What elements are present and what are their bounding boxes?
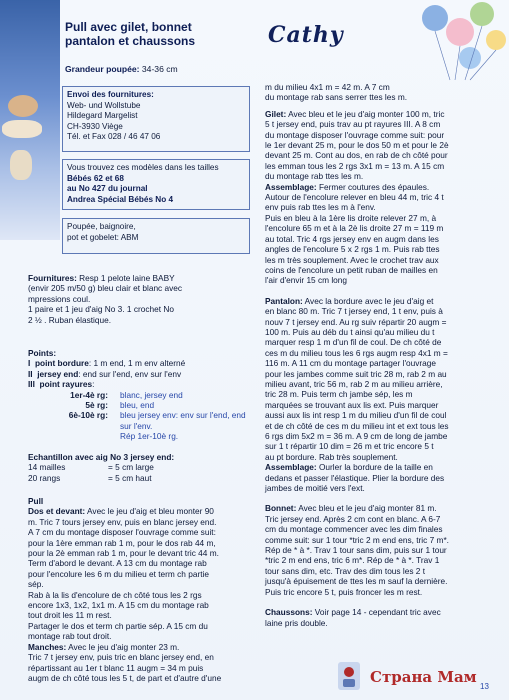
page-title: Pull avec gilet, bonnet pantalon et chaussons — [65, 20, 196, 48]
doll-photo — [0, 0, 60, 240]
materials: Fournitures: Resp 1 pelote laine BABY (envir 205 m/50 g) bleu clair et blanc avec mpressions coul. 1 paire et 1 jeu d'aig No 3. 1 crochet No 2 ½ . Ruban élastique. — [28, 273, 183, 325]
right-column: m du milieu 4x1 m = 42 m. A 7 cm du montage rab sans serrer ttes les m. Gilet: Avec bleu et le jeu d'aig monter 100 m, tric 5 t jersey end, puis trav au pt rayures III. A 8 cm du montage disposer l'ouvrage comme suit: pour le 1er devant 25 m, pour le dos 50 m et pour le 2è devant 25 m. Cont au dos, en rab de ch côté pour les emman tous les 2 rgs 3x1 m = 13 m. A 15 cm du montage rab ttes les m. Assemblage: Fermer coutures des épaules. Autour de l'encolure relever en bleu 44 m, tric 4 t env puis rab ttes les m à l'env. Puis en bleu à la 1ère lis droite relever 27 m, à l'encolure 65 m et à la 2è lis droite 27 m = 119 m au total. Tric 4 rgs jersey env en augm dans les angles de l'encolure 5 x 2 rgs 1 m. Puis rab ttes les m très souplement. Avec le crochet trav aux coins de l'encolure un petit ruban de mailles en l'air d'envir 15 cm long Pantalon: Avec la bordure avec le jeu d'aig et en blanc 80 m. Tric 7 t jersey end, 1 t env, puis à nouv 7 t jersey end. Au rg suiv répartir 20 augm = 100 m. Puis au déb du t ainsi qu'au milieu du t marquer resp 1 m d'un fil de coul. De ch côté de ces m du milieu tous les 6 rgs augm resp 4x1 m = 116 m. A 11 cm du montage partager l'ouvrage pour les jambes comme suit tric 28 m, rab 2 m au milieu avant, tric 56 m, rab 2 m au milieu arrière, tric 28 m. Puis term ch jambe sép, les m marquées se trouvant aux lis ext. Puis marquer aussi aux lis int resp 1 m du milieu d'un fil de coul et de ch côté de ces m du milieu int et ext tous les 6 rgs dim 5x2 m = 36 m. A 9 cm de long de jambe sur 1 t répartir 10 dim = 26 m et tric encore 5 t au pt bordure. Rab très souplement. Assemblage: Ourler la bordure de la taille en dedans et passer l'élastique. Plier la bordure des jambes de moitié vers l'ext. Bonnet: Avec bleu et le jeu d'aig monter 81 m. Tric jersey end. Après 2 cm cont en blanc. A 6-7 cm du montage commencer avec les dim finales comme suit: sur 1 tour *tric 2 m end ens, tric 7 m*. Rép de * à *. Trav 1 tour sans dim, puis sur 1 tour *tric 2 m end ens, tric 6 m*. Rép de * à *. Trav 1 tour sans dim, etc. Trav des dim tous les 2 t jusqu'à épuisement de ttes les m sauf la dernière. Puis tric encore 5 t, puis froncer les m rest. Chaussons: Voir page 14 - cependant tric avec laine pris double. — [265, 82, 449, 628]
doll-size: Grandeur poupée: 34-36 cm — [65, 64, 178, 74]
models-box: Vous trouvez ces modèles dans les tailles Bébés 62 et 68 au No 427 du journal Andrea Spécial Bébés No 4 — [62, 159, 250, 210]
photo-detail — [2, 120, 42, 138]
stitches: Points: I point bordure: 1 m end, 1 m env alterné II jersey end: end sur l'end, env sur l'env III point rayures: 1er-4è rg: blanc, jersey end 5è rg: bleu, end 6è-10è rg: bleu jersey env: env sur l'end, end sur l'env. Rép 1er-10è rg. — [28, 348, 246, 442]
supplier-box: Envoi des fournitures: Web- und Wollstube Hildegard Margelist CH-3930 Viège Tél. et Fax 028 / 46 47 06 — [62, 86, 250, 152]
balloons-decoration — [410, 0, 509, 82]
pullover-section: Pull Dos et devant: Avec le jeu d'aig et bleu monter 90 m. Tric 7 tours jersey env, puis en blanc jersey end. A 7 cm du montage disposer l'ouvrage comme suit: pour la 1ère emman rab 1 m, pour le dos rab 44 m, pour la 2è emman rab 1 m, pour le devant tric 44 m. Term d'abord le devant. A 13 cm du montage rab pour l'encolure les 6 m du milieu et term ch partie sép. Rab à la lis d'encolure de ch côté tous les 2 rgs encore 1x3, 1x2, 1x1 m. A 15 cm du montage rab tout droit les 11 m rest. Partager le dos et term ch partie sép. A 15 cm du montage rab tout droit. Manches: Avec le jeu d'aig monter 23 m. Tric 7 t jersey env, puis tric en blanc jersey end, en répartissant au 1er t blanc 11 augm = 34 m puis augm de ch côté tous les 5 t, de part et d'autre d'une — [28, 496, 222, 683]
brand-logo: Cathy — [268, 22, 344, 48]
photo-detail — [8, 95, 38, 117]
page-number: 13 — [480, 682, 489, 691]
gauge: Echantillon avec aig No 3 jersey end: 14 mailles = 5 cm large 20 rangs = 5 cm haut — [28, 452, 175, 483]
photo-detail — [10, 150, 32, 180]
watermark: Страна Мам — [370, 668, 477, 686]
credits-box: Poupée, baignoire, pot et gobelet: ABM — [62, 218, 250, 254]
watermark-logo-icon — [336, 660, 362, 692]
